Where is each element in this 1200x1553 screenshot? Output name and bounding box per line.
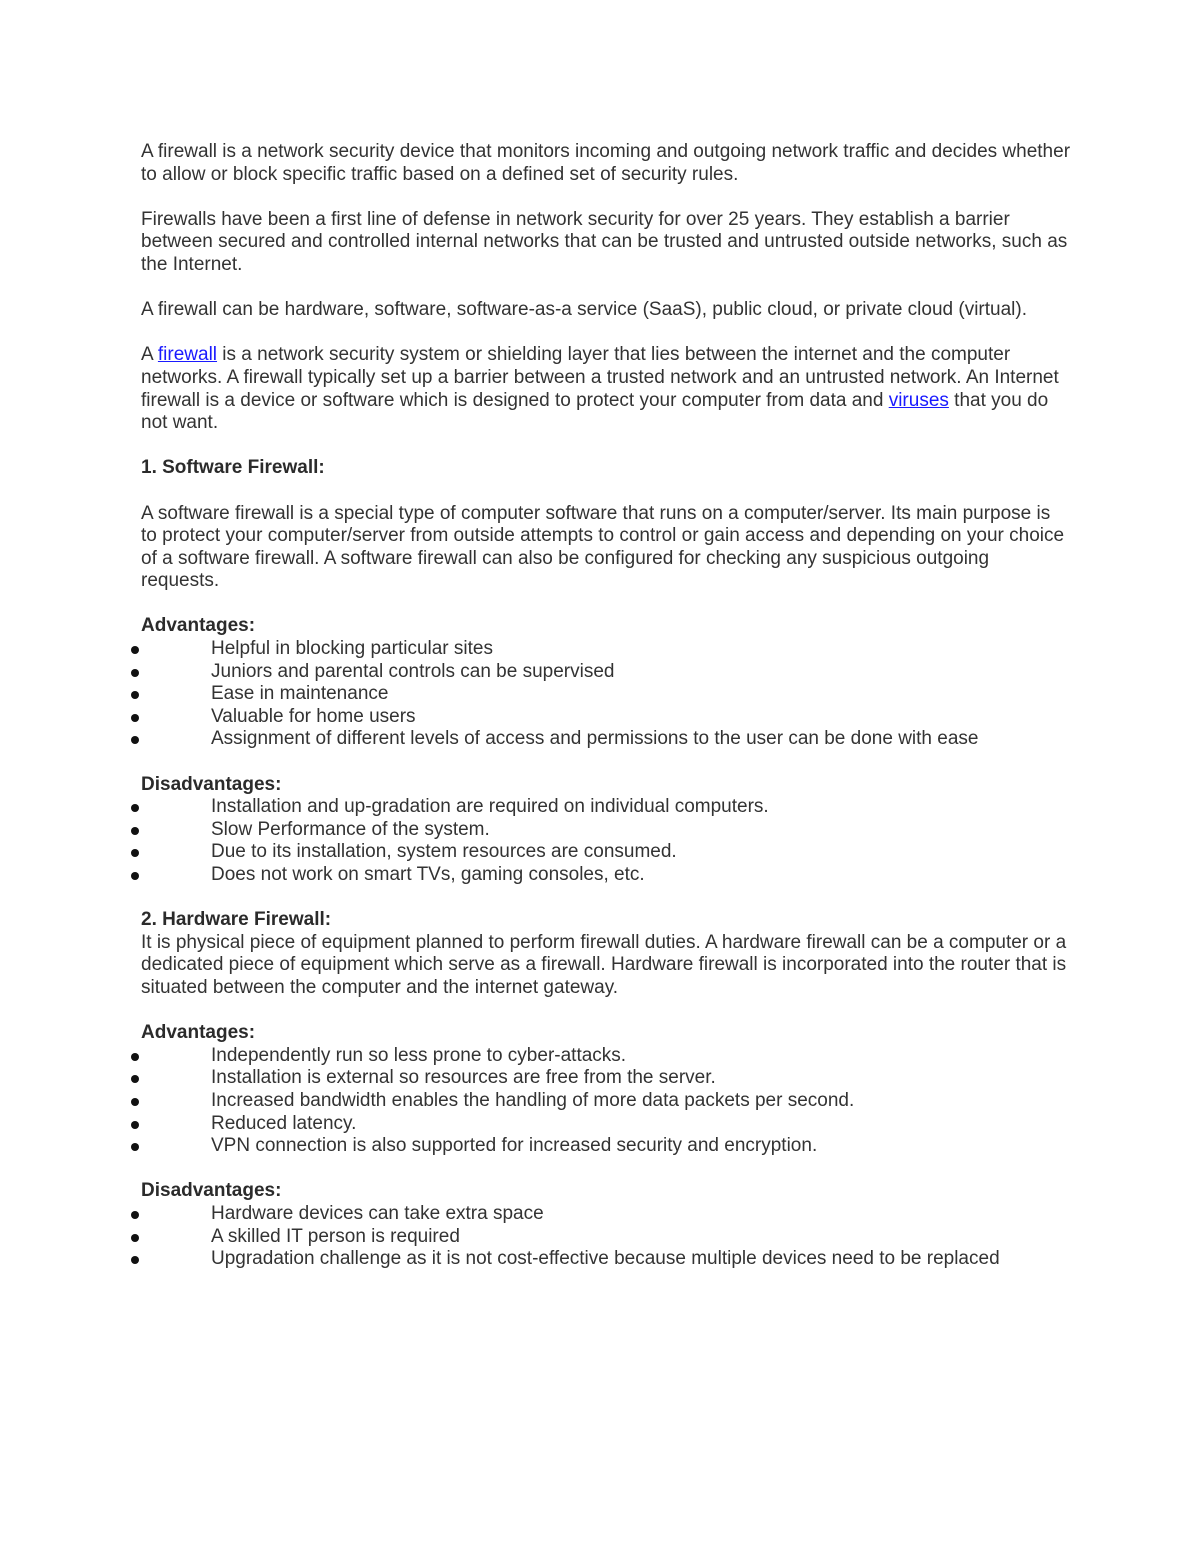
intro-paragraph-2: Firewalls have been a first line of defense in network security for over 25 years. They establish a barrier between secured and controlled internal networks that can be trusted and untrusted outside networks, such as the Internet. bbox=[141, 208, 1068, 275]
list-item: Assignment of different levels of access and permissions to the user can be done with ease bbox=[141, 728, 1071, 751]
document-page bbox=[141, 141, 1071, 1271]
intro-paragraph-1: A firewall is a network security device that monitors incoming and outgoing network traffic and decides whether to allow or block specific traffic based on a defined set of security rules. bbox=[141, 141, 1071, 185]
bullet-icon bbox=[131, 1256, 139, 1264]
bullet-icon bbox=[131, 669, 139, 677]
intro-p4-part2: is a network security system or shielding layer that lies between the internet and the computer networks. A firewall typically set up a barrier between a trusted network and an untrusted network. An Internet firewall is a device or software which is designed to protect your computer from data and bbox=[141, 344, 1059, 411]
bullet-icon bbox=[131, 1053, 139, 1061]
bullet-icon bbox=[131, 827, 139, 835]
hardware-advantages-heading: Advantages: bbox=[141, 1022, 256, 1044]
software-disadvantages-heading: Disadvantages: bbox=[141, 773, 282, 795]
bullet-icon bbox=[131, 1075, 139, 1083]
list-item: Juniors and parental controls can be supervised bbox=[141, 661, 1071, 684]
list-item: Does not work on smart TVs, gaming consoles, etc. bbox=[141, 864, 1071, 887]
list-item: Valuable for home users bbox=[141, 706, 1071, 729]
list-item: VPN connection is also supported for increased security and encryption. bbox=[141, 1135, 1071, 1158]
bullet-icon bbox=[131, 714, 139, 722]
list-item: Upgradation challenge as it is not cost-effective because multiple devices need to be replaced bbox=[141, 1248, 1071, 1271]
software-disadvantages-list bbox=[141, 796, 1071, 886]
bullet-icon bbox=[131, 849, 139, 857]
list-item: Installation is external so resources are free from the server. bbox=[141, 1067, 1071, 1090]
bullet-icon bbox=[131, 1143, 139, 1151]
bullet-icon bbox=[131, 872, 139, 880]
bullet-icon bbox=[131, 646, 139, 654]
hardware-disadvantages-heading: Disadvantages: bbox=[141, 1180, 282, 1202]
list-item: Slow Performance of the system. bbox=[141, 819, 1071, 842]
hardware-firewall-description: It is physical piece of equipment planned to perform firewall duties. A hardware firewall can be a computer or a dedicated piece of equipment which serve as a firewall. Hardware firewall is incorporated into the router that is situated between the computer and the internet gateway. bbox=[141, 931, 1067, 998]
viruses-link[interactable]: viruses bbox=[888, 389, 949, 411]
bullet-icon bbox=[131, 804, 139, 812]
software-advantages-list bbox=[141, 638, 1071, 751]
firewall-link[interactable]: firewall bbox=[157, 344, 218, 366]
intro-paragraph-3: A firewall can be hardware, software, software-as-a service (SaaS), public cloud, or private cloud (virtual). bbox=[141, 299, 1027, 321]
list-item: Ease in maintenance bbox=[141, 683, 1071, 706]
list-item: A skilled IT person is required bbox=[141, 1226, 1071, 1249]
intro-paragraph-4 bbox=[141, 344, 1071, 434]
software-advantages-heading: Advantages: bbox=[141, 615, 256, 637]
list-item: Helpful in blocking particular sites bbox=[141, 638, 1071, 661]
list-item: Due to its installation, system resources are consumed. bbox=[141, 841, 1071, 864]
list-item: Installation and up-gradation are required on individual computers. bbox=[141, 796, 1071, 819]
list-item: Hardware devices can take extra space bbox=[141, 1203, 1071, 1226]
bullet-icon bbox=[131, 1098, 139, 1106]
intro-p4-part1: A bbox=[141, 344, 158, 366]
list-item: Independently run so less prone to cyber-attacks. bbox=[141, 1045, 1071, 1068]
bullet-icon bbox=[131, 1234, 139, 1242]
hardware-disadvantages-list bbox=[141, 1203, 1071, 1271]
hardware-firewall-heading: 2. Hardware Firewall: bbox=[141, 909, 332, 931]
bullet-icon bbox=[131, 691, 139, 699]
bullet-icon bbox=[131, 1211, 139, 1219]
bullet-icon bbox=[131, 1121, 139, 1129]
list-item: Increased bandwidth enables the handling of more data packets per second. bbox=[141, 1090, 1071, 1113]
hardware-advantages-list bbox=[141, 1045, 1071, 1158]
list-item: Reduced latency. bbox=[141, 1113, 1071, 1136]
intro-p4-part3: that you do not want. bbox=[141, 389, 1049, 434]
bullet-icon bbox=[131, 736, 139, 744]
software-firewall-description: A software firewall is a special type of computer software that runs on a computer/server. Its main purpose is to protect your computer/server from outside attempts to control or gain access and depending on your choice of a software firewall. A software firewall can also be configured for checking any suspicious outgoing requests. bbox=[141, 502, 1065, 592]
software-firewall-heading: 1. Software Firewall: bbox=[141, 457, 325, 479]
